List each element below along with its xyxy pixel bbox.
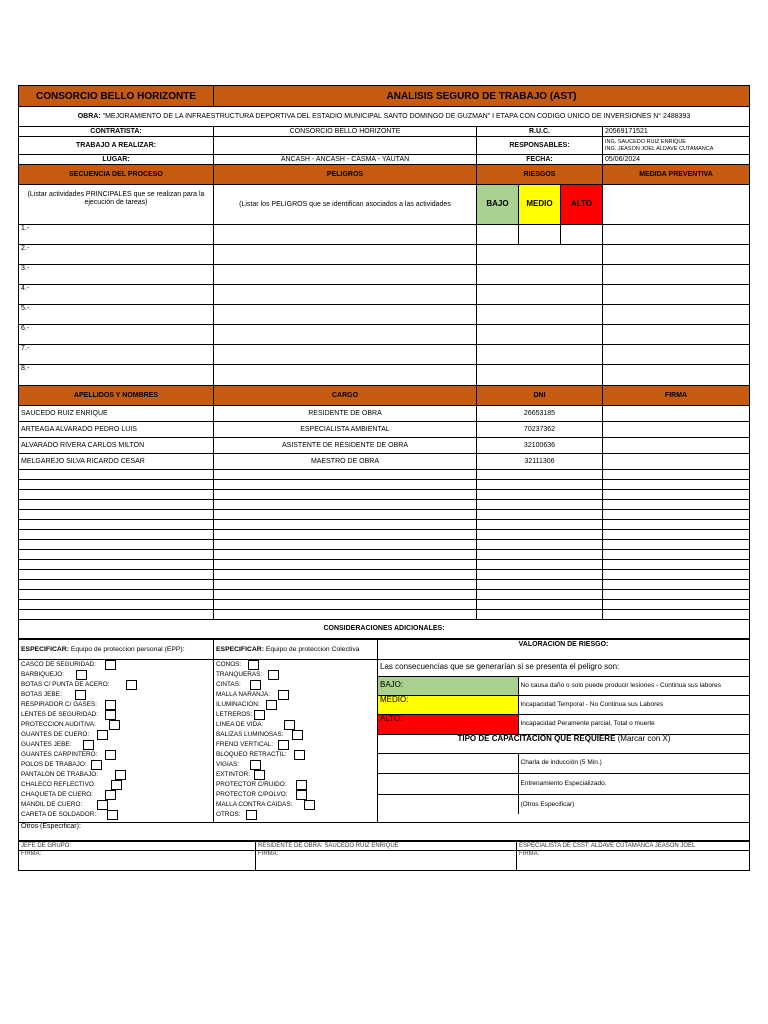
medida-cell[interactable] xyxy=(603,345,750,365)
blank-name[interactable] xyxy=(19,550,214,560)
secuencia-instruction: (Listar actividades PRINCIPALES que se realizan para la ejecución de tareas) xyxy=(19,185,214,225)
medida-cell[interactable] xyxy=(603,305,750,325)
risk-alto: ALTO xyxy=(561,185,603,225)
blank-name[interactable] xyxy=(19,470,214,480)
medida-cell[interactable] xyxy=(603,245,750,265)
person-dni: 32111306 xyxy=(477,454,603,470)
riesgos-header: RIESGOS xyxy=(477,165,603,185)
epp-item-mandil: MANDIL DE CUERO: xyxy=(21,801,83,808)
peligro-cell[interactable] xyxy=(214,325,477,345)
careta-checkbox[interactable] xyxy=(107,810,118,820)
col-item-malla-naranja: MALLA NARANJA: xyxy=(216,691,270,698)
blank-firma[interactable] xyxy=(603,610,750,620)
fecha-label: FECHA: xyxy=(477,155,603,165)
epp-title xyxy=(19,640,214,660)
epp-item-barbiquejo: BARBIQUEJO: xyxy=(21,671,64,678)
blank-cargo[interactable] xyxy=(214,590,477,600)
epp-item-chaqueta: CHAQUETA DE CUERO: xyxy=(21,791,93,798)
responsable-2: ING. JEASON JOEL ALDAVE CUTAMANCA xyxy=(605,145,714,152)
person-firma[interactable] xyxy=(603,422,750,438)
ruc-label: R.U.C. xyxy=(477,127,603,137)
blank-firma[interactable] xyxy=(603,470,750,480)
blank-cargo[interactable] xyxy=(214,510,477,520)
epp-item-polos: POLOS DE TRABAJO: xyxy=(21,761,87,768)
medio-label: MEDIO: xyxy=(378,695,518,714)
blank-firma[interactable] xyxy=(603,530,750,540)
trabajo-value[interactable] xyxy=(214,137,477,155)
col-item-extintor: EXTINTOR: xyxy=(216,771,250,778)
ast-form xyxy=(18,85,749,871)
blank-name[interactable] xyxy=(19,530,214,540)
vigias-checkbox[interactable] xyxy=(250,760,261,770)
blank-firma[interactable] xyxy=(603,540,750,550)
capacitacion-note: (Marcar con X) xyxy=(615,734,671,743)
blank-dni[interactable] xyxy=(477,520,603,530)
epp-item-pantalon: PANTALON DE TRABAJO: xyxy=(21,771,99,778)
capacitacion-mark-2[interactable] xyxy=(378,773,518,794)
responsable-1: ING. SAUCEDO RUIZ ENRIQUE xyxy=(605,138,686,145)
step-cell[interactable]: 1.- xyxy=(19,225,214,245)
blank-name[interactable] xyxy=(19,500,214,510)
blank-firma[interactable] xyxy=(603,560,750,570)
capacitacion-option-2: Entrenamiento Especializado. xyxy=(518,773,750,794)
cargo-header: CARGO xyxy=(214,386,477,406)
capacitacion-mark-1[interactable] xyxy=(378,753,518,773)
blank-cargo[interactable] xyxy=(214,480,477,490)
blank-dni[interactable] xyxy=(477,580,603,590)
ast-table xyxy=(18,85,750,639)
guantes-cuero-checkbox[interactable] xyxy=(97,730,108,740)
blank-name[interactable] xyxy=(19,600,214,610)
peligro-cell[interactable] xyxy=(214,285,477,305)
guantes-jebe-checkbox[interactable] xyxy=(83,740,94,750)
blank-name[interactable] xyxy=(19,610,214,620)
blank-cargo[interactable] xyxy=(214,500,477,510)
jefe-firma[interactable]: FIRMA: xyxy=(19,851,256,871)
contratista-label: CONTRATISTA: xyxy=(19,127,214,137)
blank-firma[interactable] xyxy=(603,600,750,610)
bajo-label: BAJO: xyxy=(378,676,518,695)
bloqueo-checkbox[interactable] xyxy=(294,750,305,760)
personnel-row xyxy=(19,406,750,422)
capacitacion-mark-3[interactable] xyxy=(378,794,518,814)
secuencia-header: SECUENCIA DEL PROCESO xyxy=(19,165,214,185)
botas-acero-checkbox[interactable] xyxy=(126,680,137,690)
personnel-row xyxy=(19,422,750,438)
ruc-value: 20569171521 xyxy=(603,127,750,137)
protector-polvo-checkbox[interactable] xyxy=(296,790,307,800)
col-item-malla-caidas: MALLA CONTRA CAIDAS: xyxy=(216,801,293,808)
respirador-checkbox[interactable] xyxy=(105,700,116,710)
chaleco-checkbox[interactable] xyxy=(111,780,122,790)
epp-item-botas-jebe: BOTAS JEBE: xyxy=(21,691,62,698)
blank-dni[interactable] xyxy=(477,610,603,620)
medida-cell[interactable] xyxy=(603,365,750,386)
person-name: MELGAREJO SILVA RICARDO CESAR xyxy=(19,454,214,470)
equipment-table xyxy=(18,639,750,841)
person-name: ALVARADO RIVERA CARLOS MILTON xyxy=(19,438,214,454)
col-item-balizas: BALIZAS LUMINOSAS: xyxy=(216,731,284,738)
nombres-header: APELLIDOS Y NOMBRES xyxy=(19,386,214,406)
residente-label: RESIDENTE DE OBRA: SAUCEDO RUIZ ENRIQUE xyxy=(256,842,517,851)
letreros-checkbox[interactable] xyxy=(254,710,265,720)
blank-name[interactable] xyxy=(19,520,214,530)
blank-name[interactable] xyxy=(19,480,214,490)
epp-title-rest: Equipo de proteccion personal (EPP): xyxy=(68,645,185,653)
epp-item-guantes-carpintero: GUANTES CARPINTERO: xyxy=(21,751,98,758)
personnel-row xyxy=(19,438,750,454)
riesgo-cell[interactable] xyxy=(477,285,603,305)
blank-firma[interactable] xyxy=(603,520,750,530)
blank-name[interactable] xyxy=(19,580,214,590)
auditiva-checkbox[interactable] xyxy=(109,720,120,730)
person-firma[interactable] xyxy=(603,438,750,454)
colectiva-title-rest: Equipo de proteccion Colectiva xyxy=(263,645,360,653)
blank-name[interactable] xyxy=(19,590,214,600)
obra-row xyxy=(19,107,750,127)
step-cell[interactable]: 7.- xyxy=(19,345,214,365)
blank-firma[interactable] xyxy=(603,490,750,500)
epp-title-bold: ESPECIFICAR: xyxy=(21,645,69,653)
conos-checkbox[interactable] xyxy=(248,660,259,670)
blank-cargo[interactable] xyxy=(214,560,477,570)
risk-medio: MEDIO xyxy=(519,185,561,225)
capacitacion-title-bold: TIPO DE CAPACITACION QUE REQUIERE xyxy=(457,734,616,743)
lugar-label: LUGAR: xyxy=(19,155,214,165)
medio-cell[interactable] xyxy=(519,225,561,245)
botas-jebe-checkbox[interactable] xyxy=(75,690,86,700)
alto-label: ALTO: xyxy=(378,714,518,734)
col-item-linea-vida: LINEA DE VIDA: xyxy=(216,721,264,728)
blank-dni[interactable] xyxy=(477,540,603,550)
col-item-conos: CONOS: xyxy=(216,661,242,668)
blank-dni[interactable] xyxy=(477,510,603,520)
blank-firma[interactable] xyxy=(603,550,750,560)
medio-description: Incapacidad Temporal - No Continua sus Labores xyxy=(518,695,750,714)
document-title: ANALISIS SEGURO DE TRABAJO (AST) xyxy=(214,86,750,107)
col-item-protector-ruido: PROTECTOR C/RUIDO: xyxy=(216,781,287,788)
blank-cargo[interactable] xyxy=(214,490,477,500)
obra-label: OBRA: xyxy=(77,112,101,120)
blank-dni[interactable] xyxy=(477,490,603,500)
peligros-header: PELIGROS xyxy=(214,165,477,185)
casco-checkbox[interactable] xyxy=(105,660,116,670)
malla-naranja-checkbox[interactable] xyxy=(278,690,289,700)
col-item-tranqueras: TRANQUERAS: xyxy=(216,671,263,678)
person-name: ARTEAGA ALVARADO PEDRO LUIS xyxy=(19,422,214,438)
balizas-checkbox[interactable] xyxy=(292,730,303,740)
epp-item-chaleco: CHALECO REFLECTIVO: xyxy=(21,781,96,788)
capacitacion-option-1: Charla de inducción (5 Min.) xyxy=(518,753,750,773)
colectiva-title-bold: ESPECIFICAR: xyxy=(216,645,264,653)
freno-checkbox[interactable] xyxy=(278,740,289,750)
especialista-label: ESPECIALISTA DE CSST: ALDAVE CUTAMANCA JEASON JOEL xyxy=(517,842,750,851)
epp-item-botas-acero: BOTAS C/ PUNTA DE ACERO: xyxy=(21,681,110,688)
guantes-carpintero-checkbox[interactable] xyxy=(105,750,116,760)
person-cargo: ASISTENTE DE RESIDENTE DE OBRA xyxy=(214,438,477,454)
contratista-value: CONSORCIO BELLO HORIZONTE xyxy=(214,127,477,137)
blank-firma[interactable] xyxy=(603,510,750,520)
blank-firma[interactable] xyxy=(603,590,750,600)
col-item-iluminacion: ILUMINACION: xyxy=(216,701,260,708)
riesgo-cell[interactable] xyxy=(477,365,603,386)
blank-cargo[interactable] xyxy=(214,520,477,530)
blank-dni[interactable] xyxy=(477,600,603,610)
riesgo-cell[interactable] xyxy=(477,245,603,265)
col-item-protector-polvo: PROTECTOR C/POLVO: xyxy=(216,791,288,798)
pantalon-checkbox[interactable] xyxy=(115,770,126,780)
residente-firma[interactable]: FIRMA: xyxy=(256,851,517,871)
epp-item-guantes-cuero: GUANTES DE CUERO: xyxy=(21,731,90,738)
dni-header: DNI xyxy=(477,386,603,406)
peligro-cell[interactable] xyxy=(214,305,477,325)
responsables-label: RESPONSABLES: xyxy=(477,137,603,155)
blank-dni[interactable] xyxy=(477,470,603,480)
protector-ruido-checkbox[interactable] xyxy=(296,780,307,790)
blank-cargo[interactable] xyxy=(214,550,477,560)
peligro-cell[interactable] xyxy=(214,365,477,386)
colectiva-list-cell xyxy=(214,660,378,823)
epp-list-cell xyxy=(19,660,214,823)
person-dni: 70237362 xyxy=(477,422,603,438)
bajo-cell[interactable] xyxy=(477,225,519,245)
col-item-otros: OTROS: xyxy=(216,811,241,818)
riesgo-cell[interactable] xyxy=(477,305,603,325)
epp-item-respirador: RESPIRADOR C/ GASES: xyxy=(21,701,97,708)
blank-name[interactable] xyxy=(19,490,214,500)
blank-firma[interactable] xyxy=(603,570,750,580)
step-cell[interactable]: 3.- xyxy=(19,265,214,285)
col-item-cintas: CINTAS: xyxy=(216,681,241,688)
person-firma[interactable] xyxy=(603,454,750,470)
barbiquejo-checkbox[interactable] xyxy=(76,670,87,680)
person-dni: 32100636 xyxy=(477,438,603,454)
person-cargo: MAESTRO DE OBRA xyxy=(214,454,477,470)
epp-item-guantes-jebe: GUANTES JEBE: xyxy=(21,741,72,748)
person-cargo: ESPECIALISTA AMBIENTAL xyxy=(214,422,477,438)
blank-dni[interactable] xyxy=(477,480,603,490)
blank-name[interactable] xyxy=(19,540,214,550)
obra-value: "MEJORAMIENTO DE LA INFRAESTRUCTURA DEPORTIVA DEL ESTADIO MUNICIPAL SANTO DOMINGO DE GUZMAN" I ETAPA CON CODIGO UNICO DE INVERSIONES N° 2488393 xyxy=(102,112,691,120)
valoracion-cell xyxy=(378,660,750,823)
linea-vida-checkbox[interactable] xyxy=(284,720,295,730)
valoracion-intro: Las consecuencias que se generarían si se presenta el peligro son: xyxy=(380,662,620,672)
peligro-cell[interactable] xyxy=(214,245,477,265)
blank-cargo[interactable] xyxy=(214,570,477,580)
step-cell[interactable]: 4.- xyxy=(19,285,214,305)
blank-dni[interactable] xyxy=(477,560,603,570)
blank-name[interactable] xyxy=(19,570,214,580)
mandil-checkbox[interactable] xyxy=(97,800,108,810)
fecha-value: 05/06/2024 xyxy=(603,155,750,165)
peligro-cell[interactable] xyxy=(214,265,477,285)
medida-header: MEDIDA PREVENTIVA xyxy=(603,165,750,185)
firma-header: FIRMA xyxy=(603,386,750,406)
col-item-bloqueo: BLOQUEO RETRACTIL: xyxy=(216,751,287,758)
step-cell[interactable]: 5.- xyxy=(19,305,214,325)
person-name: SAUCEDO RUIZ ENRIQUE xyxy=(19,406,214,422)
blank-name[interactable] xyxy=(19,560,214,570)
medida-cell[interactable] xyxy=(603,265,750,285)
person-dni: 26653185 xyxy=(477,406,603,422)
blank-dni[interactable] xyxy=(477,500,603,510)
blank-firma[interactable] xyxy=(603,480,750,490)
bajo-description: No causa daño o solo puede producir lesiones - Continua sus labores xyxy=(518,676,750,695)
otros-checkbox[interactable] xyxy=(246,810,257,820)
medida-cell[interactable] xyxy=(603,325,750,345)
blank-cargo[interactable] xyxy=(214,540,477,550)
blank-name[interactable] xyxy=(19,510,214,520)
epp-item-careta: CARETA DE SOLDADOR: xyxy=(21,811,97,818)
responsables-value xyxy=(603,137,750,155)
step-cell[interactable]: 8.- xyxy=(19,365,214,386)
medida-cell[interactable] xyxy=(603,225,750,245)
capacitacion-option-3: (Otros Especificar) xyxy=(518,794,750,814)
alto-description: Incapacidad Peramente parcial, Total o muerte xyxy=(518,714,750,734)
riesgo-cell[interactable] xyxy=(477,325,603,345)
malla-caidas-checkbox[interactable] xyxy=(304,800,315,810)
chaqueta-checkbox[interactable] xyxy=(105,790,116,800)
polos-checkbox[interactable] xyxy=(91,760,102,770)
col-item-vigias: VIGIAS: xyxy=(216,761,240,768)
step-cell[interactable]: 6.- xyxy=(19,325,214,345)
epp-item-lentes: LENTES DE SEGURIDAD: xyxy=(21,711,99,718)
peligro-cell[interactable] xyxy=(214,345,477,365)
blank-dni[interactable] xyxy=(477,590,603,600)
riesgo-cell[interactable] xyxy=(477,345,603,365)
lentes-checkbox[interactable] xyxy=(105,710,116,720)
blank-dni[interactable] xyxy=(477,550,603,560)
tranqueras-checkbox[interactable] xyxy=(268,670,279,680)
alto-cell[interactable] xyxy=(561,225,603,245)
valoracion-table xyxy=(378,660,750,814)
blank-cargo[interactable] xyxy=(214,600,477,610)
signature-table xyxy=(18,841,750,871)
person-firma[interactable] xyxy=(603,406,750,422)
col-item-freno: FRENO VERTICAL: xyxy=(216,741,274,748)
risk-bajo: BAJO xyxy=(477,185,519,225)
valoracion-title: VALORACION DE RIESGO: xyxy=(378,640,750,660)
person-cargo: RESIDENTE DE OBRA xyxy=(214,406,477,422)
epp-item-casco: CASCO DE SEGURIDAD: xyxy=(21,661,96,668)
trabajo-label: TRABAJO A REALIZAR: xyxy=(19,137,214,155)
peligro-cell[interactable] xyxy=(214,225,477,245)
company-title: CONSORCIO BELLO HORIZONTE xyxy=(19,86,214,107)
riesgo-cell[interactable] xyxy=(477,265,603,285)
colectiva-title xyxy=(214,640,378,660)
especialista-firma[interactable]: FIRMA: xyxy=(517,851,750,871)
cintas-checkbox[interactable] xyxy=(250,680,261,690)
blank-firma[interactable] xyxy=(603,580,750,590)
blank-cargo[interactable] xyxy=(214,470,477,480)
otros-especificar[interactable]: Otros (Especificar): xyxy=(19,823,750,841)
personnel-row xyxy=(19,454,750,470)
consideraciones-title: CONSIDERACIONES ADICIONALES: xyxy=(19,620,750,639)
epp-item-auditiva: PROTECCION AUDITIVA: xyxy=(21,721,96,728)
lugar-value: ANCASH - ANCASH - CASMA - YAUTAN xyxy=(214,155,477,165)
blank-dni[interactable] xyxy=(477,530,603,540)
blank-cargo[interactable] xyxy=(214,530,477,540)
extintor-checkbox[interactable] xyxy=(254,770,265,780)
capacitacion-title xyxy=(378,734,750,753)
iluminacion-checkbox[interactable] xyxy=(266,700,277,710)
blank-cargo[interactable] xyxy=(214,610,477,620)
peligros-instruction: (Listar los PELIGROS que se identifican asociados a las actividades xyxy=(214,185,477,225)
medida-instruction xyxy=(603,185,750,225)
step-cell[interactable]: 2.- xyxy=(19,245,214,265)
blank-firma[interactable] xyxy=(603,500,750,510)
jefe-grupo-label: JEFE DE GRUPO: xyxy=(19,842,256,851)
medida-cell[interactable] xyxy=(603,285,750,305)
blank-dni[interactable] xyxy=(477,570,603,580)
col-item-letreros: LETREROS: xyxy=(216,711,253,718)
blank-cargo[interactable] xyxy=(214,580,477,590)
